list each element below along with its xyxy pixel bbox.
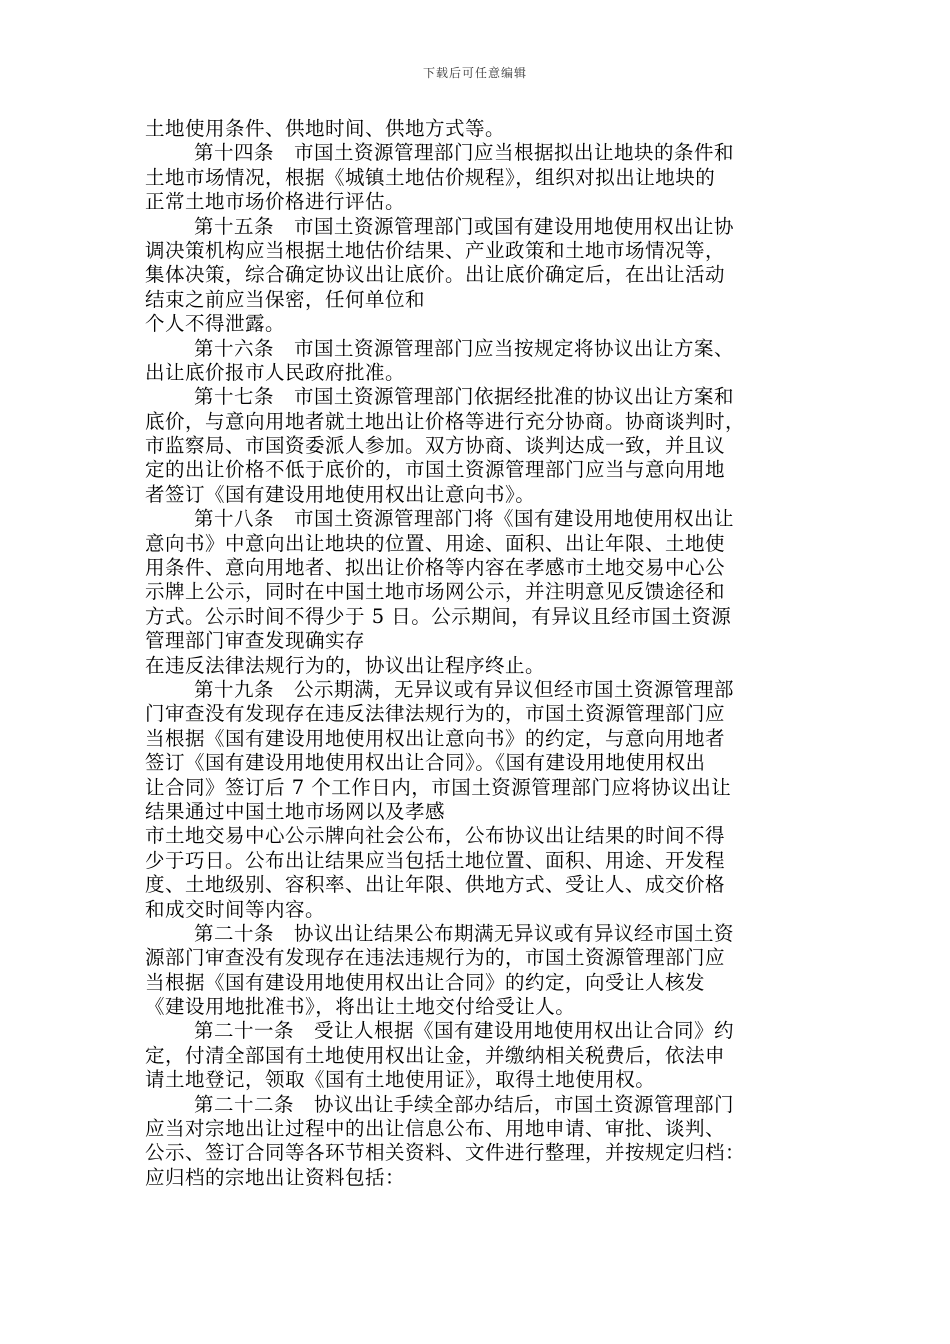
- text-line: 让合同》签订后 7 个工作日内，市国土资源管理部门应将协议出让: [145, 775, 732, 799]
- text-line: 土地使用条件、供地时间、供地方式等。: [145, 117, 506, 140]
- text-line: 集体决策，综合确定协议出让底价。出让底价确定后，在出让活动: [145, 263, 726, 287]
- text-line: 应归档的宗地出让资料包括：: [145, 1165, 406, 1189]
- text-line: 当根据《国有建设用地使用权出让合同》的约定，向受让人核发: [145, 970, 706, 994]
- text-line: 示牌上公示，同时在中国土地市场网公示，并注明意见反馈途径和: [145, 580, 726, 604]
- text-line: 《建设用地批准书》，将出让土地交付给受让人。: [145, 995, 576, 1019]
- text-line: 在违反法律法规行为的，协议出让程序终止。: [145, 653, 546, 677]
- text-line: 当根据《国有建设用地使用权出让意向书》的约定，与意向用地者: [145, 726, 726, 750]
- article-22-heading-line: 第二十二条 协议出让手续全部办结后，市国土资源管理部门: [194, 1092, 735, 1116]
- article-16-heading-line: 第十六条 市国土资源管理部门应当按规定将协议出让方案、: [194, 336, 735, 360]
- text-line: 底价，与意向用地者就土地出让价格等进行充分协商。协商谈判时，: [145, 409, 746, 433]
- article-14-heading-line: 第十四条 市国土资源管理部门应当根据拟出让地块的条件和: [194, 141, 735, 165]
- text-line: 者签订《国有建设用地使用权出让意向书》。: [145, 482, 536, 506]
- text-line: 出让底价报市人民政府批准。: [145, 360, 406, 384]
- text-line: 个人不得泄露。: [145, 312, 286, 336]
- text-line: 公示、签订合同等各环节相关资料、文件进行整理，并按规定归档：: [145, 1141, 746, 1165]
- article-21-heading-line: 第二十一条 受让人根据《国有建设用地使用权出让合同》约: [194, 1019, 735, 1043]
- text-line: 意向书》中意向出让地块的位置、用途、面积、出让年限、土地使: [145, 531, 726, 555]
- text-line: 门审查没有发现存在违反法律法规行为的，市国土资源管理部门应: [145, 702, 726, 726]
- document-body: [145, 117, 815, 1190]
- text-line: 市土地交易中心公示牌向社会公布，公布协议出让结果的时间不得: [145, 824, 726, 848]
- text-line: 少于巧日。公布出让结果应当包括土地位置、面积、用途、开发程: [145, 848, 726, 872]
- article-18-heading-line: 第十八条 市国土资源管理部门将《国有建设用地使用权出让: [194, 507, 735, 531]
- text-line: 市监察局、市国资委派人参加。双方协商、谈判达成一致，并且议: [145, 434, 726, 458]
- text-line: 请土地登记，领取《国有土地使用证》，取得土地使用权。: [145, 1068, 656, 1092]
- article-15-heading-line: 第十五条 市国土资源管理部门或国有建设用地使用权出让协: [194, 214, 735, 238]
- text-line: 签订《国有建设用地使用权出让合同》。《国有建设用地使用权出: [145, 751, 706, 775]
- text-line: 结果通过中国土地市场网以及孝感: [145, 799, 446, 823]
- article-20-heading-line: 第二十条 协议出让结果公布期满无异议或有异议经市国土资: [194, 921, 735, 945]
- text-line: 管理部门审查发现确实存: [145, 629, 366, 653]
- article-19-heading-line: 第十九条 公示期满，无异议或有异议但经市国土资源管理部: [194, 677, 735, 701]
- text-line: 度、土地级别、容积率、出让年限、供地方式、受让人、成交价格: [145, 873, 726, 897]
- text-line: 源部门审查没有发现存在违法违规行为的，市国土资源管理部门应: [145, 946, 726, 970]
- text-line: 用条件、意向用地者、拟出让价格等内容在孝感市土地交易中心公: [145, 556, 726, 580]
- text-line: 应当对宗地出让过程中的出让信息公布、用地申请、审批、谈判、: [145, 1117, 726, 1141]
- text-line: 土地市场情况，根据《城镇土地估价规程》，组织对拟出让地块的: [145, 165, 716, 189]
- article-17-heading-line: 第十七条 市国土资源管理部门依据经批准的协议出让方案和: [194, 385, 735, 409]
- text-line: 调决策机构应当根据土地估价结果、产业政策和土地市场情况等，: [145, 238, 726, 262]
- text-line: 和成交时间等内容。: [145, 897, 326, 921]
- text-line: 定，付清全部国有土地使用权出让金，并缴纳相关税费后，依法申: [145, 1043, 726, 1067]
- text-line: 正常土地市场价格进行评估。: [145, 190, 406, 214]
- text-line: 定的出让价格不低于底价的，市国土资源管理部门应当与意向用地: [145, 458, 726, 482]
- text-line: 方式。公示时间不得少于 5 日。公示期间，有异议且经市国土资源: [145, 604, 732, 628]
- page-header: 下载后可任意编辑: [422, 66, 527, 80]
- text-line: 结束之前应当保密，任何单位和: [145, 287, 426, 311]
